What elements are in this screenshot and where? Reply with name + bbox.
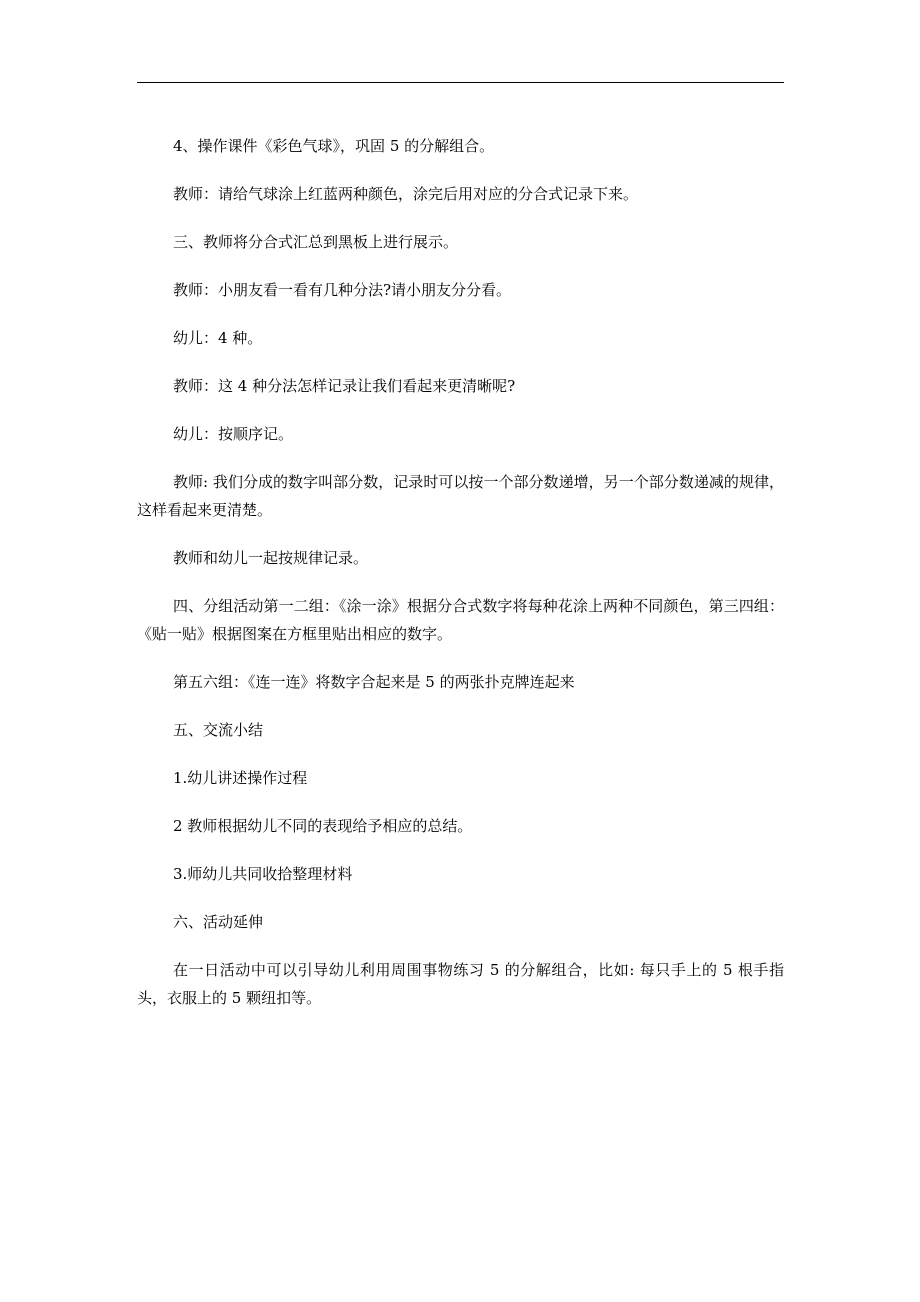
paragraph-summary-item-1: 1.幼儿讲述操作过程 — [173, 769, 308, 787]
paragraph-summary-item-2: 2 教师根据幼儿不同的表现给予相应的总结。 — [173, 817, 473, 835]
paragraph-section-five: 五、交流小结 — [173, 721, 264, 739]
paragraph-section-six: 六、活动延伸 — [173, 913, 264, 931]
document-body — [137, 132, 784, 1032]
paragraph-section-four-groups: 四、分组活动第一二组：《涂一涂》根据分合式数字将每种花涂上两种不同颜色，第三四组：《贴一贴》根据图案在方框里贴出相应的数字。 — [137, 597, 784, 643]
paragraph-child-four-ways: 幼儿：4 种。 — [173, 329, 263, 347]
paragraph-teacher-part-numbers: 教师: 我们分成的数字叫部分数，记录时可以按一个部分数递增，另一个部分数递减的规律，这样看起来更清楚。 — [137, 473, 784, 519]
paragraph-activity-extension: 在一日活动中可以引导幼儿利用周围事物练习 5 的分解组合，比如: 每只手上的 5 根手指头，衣服上的 5 颗纽扣等。 — [137, 961, 784, 1007]
paragraph-operate-courseware: 4、操作课件《彩色气球》，巩固 5 的分解组合。 — [173, 137, 495, 155]
paragraph-child-in-order: 幼儿：按顺序记。 — [173, 425, 294, 443]
paragraph-teacher-record-clearly: 教师：这 4 种分法怎样记录让我们看起来更清晰呢? — [173, 377, 516, 395]
header-rule — [137, 82, 784, 83]
paragraph-summary-item-3: 3.师幼儿共同收拾整理材料 — [173, 865, 353, 883]
paragraph-section-three: 三、教师将分合式汇总到黑板上进行展示。 — [173, 233, 459, 251]
paragraph-groups-five-six: 第五六组：《连一连》将数字合起来是 5 的两张扑克牌连起来 — [173, 673, 575, 691]
paragraph-record-together: 教师和幼儿一起按规律记录。 — [173, 549, 369, 567]
paragraph-teacher-how-many: 教师：小朋友看一看有几种分法?请小朋友分分看。 — [173, 281, 512, 299]
paragraph-teacher-color-balloons: 教师：请给气球涂上红蓝两种颜色，涂完后用对应的分合式记录下来。 — [173, 185, 639, 203]
